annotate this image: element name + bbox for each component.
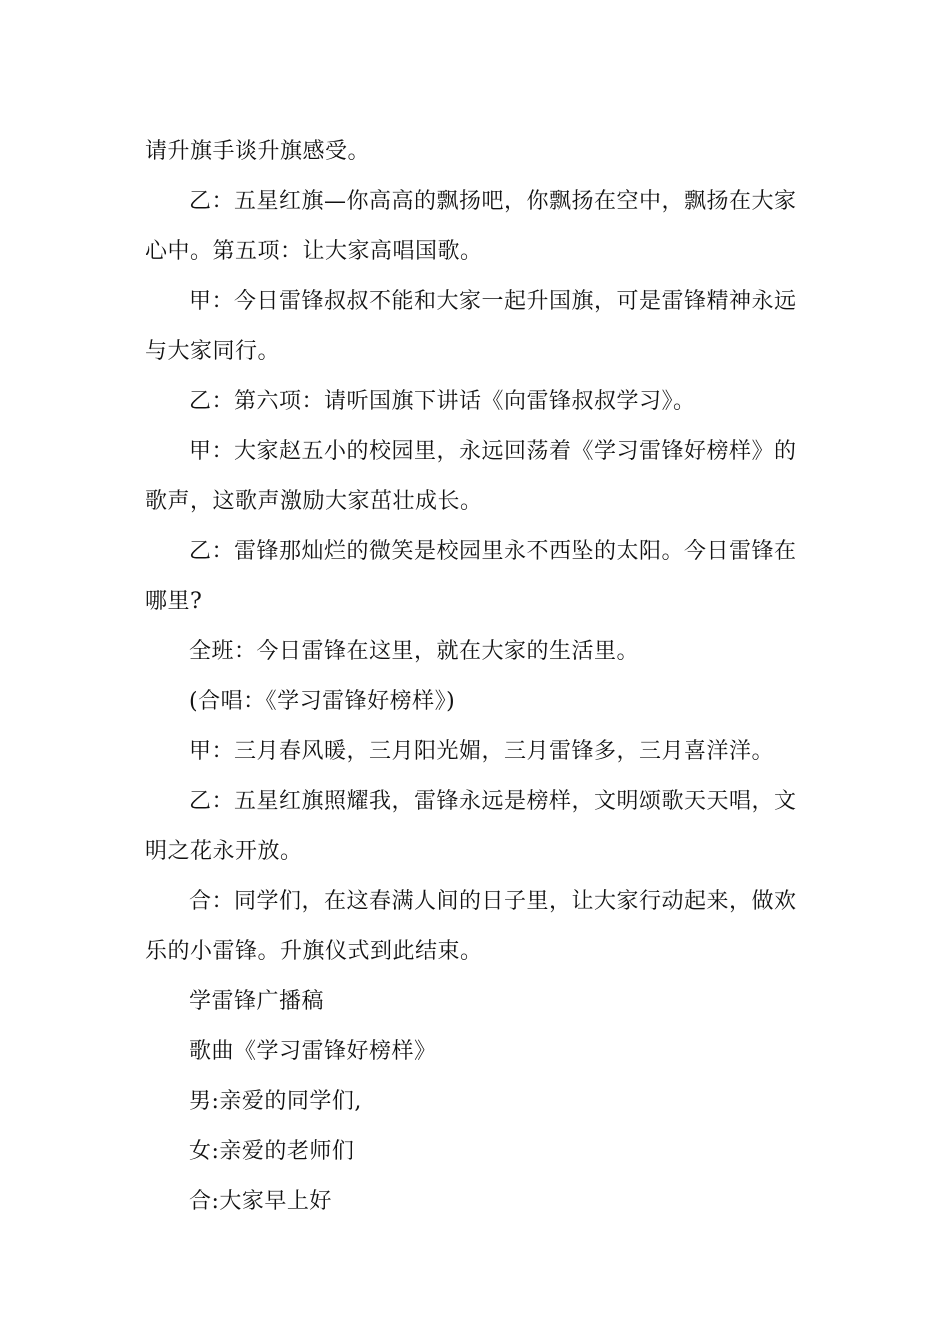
paragraph-ceremony-ending: 合：同学们，在这春满人间的日子里，让大家行动起来，做欢乐的小雷锋。升旗仪式到此结束。 bbox=[145, 889, 797, 964]
paragraph-five-star-flag: 乙：五星红旗照耀我，雷锋永远是榜样，文明颂歌天天唱，文明之花永开放。 bbox=[145, 789, 797, 864]
paragraph-class-response: 全班：今日雷锋在这里，就在大家的生活里。 bbox=[189, 639, 640, 664]
paragraph-speech-item: 乙：第六项：请听国旗下讲话《向雷锋叔叔学习》。 bbox=[189, 389, 696, 414]
paragraph-male-greeting: 男:亲爱的同学们, bbox=[189, 1089, 362, 1114]
paragraph-school-song: 甲：大家赵五小的校园里，永远回荡着《学习雷锋好榜样》的歌声，这歌声激励大家茁壮成长。 bbox=[145, 439, 797, 514]
paragraph-female-greeting: 女:亲爱的老师们 bbox=[189, 1139, 355, 1164]
section-heading-broadcast: 学雷锋广播稿 bbox=[189, 989, 325, 1014]
paragraph-chorus-song: (合唱：《学习雷锋好榜样》) bbox=[189, 689, 456, 714]
paragraph-national-anthem: 乙：五星红旗—你高高的飘扬吧，你飘扬在空中，飘扬在大家心中。第五项：让大家高唱国歌。 bbox=[145, 189, 797, 264]
paragraph-march-spring: 甲：三月春风暖，三月阳光媚，三月雷锋多，三月喜洋洋。 bbox=[189, 739, 775, 764]
paragraph-song-title: 歌曲《学习雷锋好榜样》 bbox=[189, 1039, 437, 1064]
paragraph-joint-greeting: 合:大家早上好 bbox=[189, 1189, 332, 1214]
paragraph-flag-raiser-feelings: 请升旗手谈升旗感受。 bbox=[145, 139, 371, 164]
document-body bbox=[145, 127, 810, 1227]
paragraph-lei-feng-smile: 乙：雷锋那灿烂的微笑是校园里永不西坠的太阳。今日雷锋在哪里? bbox=[145, 539, 797, 614]
paragraph-lei-feng-spirit: 甲：今日雷锋叔叔不能和大家一起升国旗，可是雷锋精神永远与大家同行。 bbox=[145, 289, 797, 364]
